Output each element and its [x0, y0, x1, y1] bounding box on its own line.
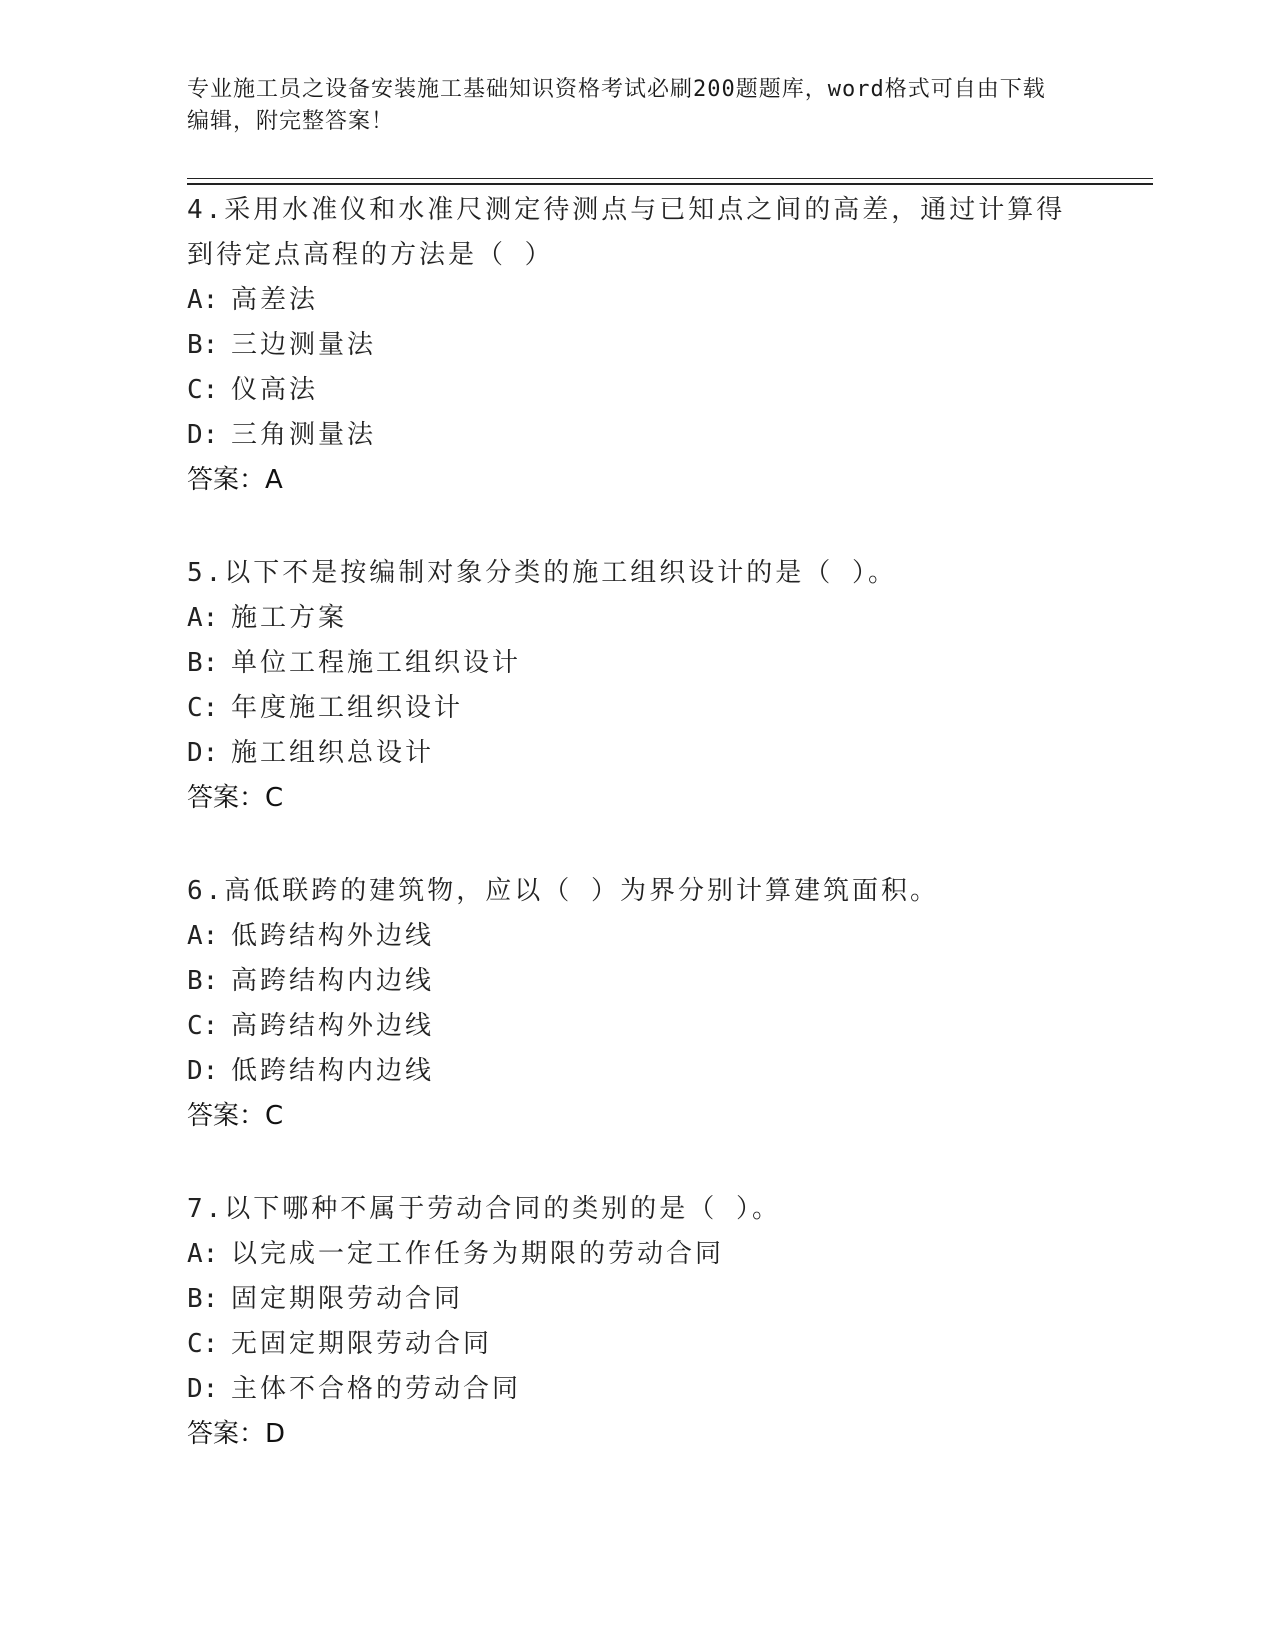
option-text: 三边测量法: [231, 330, 377, 360]
option-text: 低跨结构内边线: [231, 1056, 435, 1086]
option-c: [187, 368, 1087, 413]
option-text: 仪高法: [231, 375, 319, 405]
option-key: C:: [187, 693, 219, 723]
option-key: D:: [187, 738, 219, 768]
document-header: 专业施工员之设备安装施工基础知识资格考试必刷200题题库，word格式可自由下载编辑，附完整答案！: [187, 77, 1046, 134]
option-key: D:: [187, 420, 219, 450]
option-text: 施工组织总设计: [231, 738, 435, 768]
option-key: D:: [187, 1374, 219, 1404]
option-text: 固定期限劳动合同: [231, 1284, 464, 1314]
option-key: C:: [187, 375, 219, 405]
option-text: 高差法: [231, 285, 319, 315]
option-key: A:: [187, 1239, 219, 1269]
option-d: [187, 413, 1087, 458]
option-b: [187, 1277, 1087, 1322]
option-a: [187, 914, 1087, 959]
question-item: [187, 1187, 1087, 1457]
option-key: B:: [187, 966, 219, 996]
option-text: 施工方案: [231, 603, 348, 633]
option-key: A:: [187, 921, 219, 951]
question-stem: 6.高低联跨的建筑物，应以（ ）为界分别计算建筑面积。: [187, 876, 939, 906]
question-list: [187, 188, 1087, 1505]
answer-line: 答案：C: [187, 783, 284, 813]
option-a: [187, 278, 1087, 323]
option-key: A:: [187, 285, 219, 315]
header-divider-top: [187, 178, 1153, 179]
option-text: 以完成一定工作任务为期限的劳动合同: [231, 1239, 725, 1269]
option-text: 无固定期限劳动合同: [231, 1329, 493, 1359]
question-item: [187, 188, 1087, 503]
option-c: [187, 686, 1087, 731]
option-key: A:: [187, 603, 219, 633]
answer-line: 答案：D: [187, 1419, 286, 1449]
question-stem: 4.采用水准仪和水准尺测定待测点与已知点之间的高差，通过计算得到待定点高程的方法是（ ）: [187, 195, 1066, 270]
option-a: [187, 596, 1087, 641]
option-key: C:: [187, 1329, 219, 1359]
option-b: [187, 641, 1087, 686]
answer-line: 答案：A: [187, 465, 283, 495]
answer-line: 答案：C: [187, 1101, 284, 1131]
option-text: 高跨结构外边线: [231, 1011, 435, 1041]
option-b: [187, 959, 1087, 1004]
option-c: [187, 1004, 1087, 1049]
option-b: [187, 323, 1087, 368]
option-text: 三角测量法: [231, 420, 377, 450]
question-item: [187, 869, 1087, 1139]
option-text: 主体不合格的劳动合同: [231, 1374, 522, 1404]
option-text: 高跨结构内边线: [231, 966, 435, 996]
question-stem: 5.以下不是按编制对象分类的施工组织设计的是（ ）。: [187, 558, 897, 588]
option-text: 单位工程施工组织设计: [231, 648, 522, 678]
header-divider-bottom: [187, 183, 1153, 185]
option-key: B:: [187, 648, 219, 678]
option-text: 年度施工组织设计: [231, 693, 464, 723]
option-d: [187, 1367, 1087, 1412]
question-item: [187, 551, 1087, 821]
option-key: B:: [187, 1284, 219, 1314]
option-text: 低跨结构外边线: [231, 921, 435, 951]
option-a: [187, 1232, 1087, 1277]
option-c: [187, 1322, 1087, 1367]
option-key: B:: [187, 330, 219, 360]
option-key: C:: [187, 1011, 219, 1041]
option-d: [187, 1049, 1087, 1094]
option-d: [187, 731, 1087, 776]
question-stem: 7.以下哪种不属于劳动合同的类别的是（ ）。: [187, 1194, 781, 1224]
option-key: D:: [187, 1056, 219, 1086]
